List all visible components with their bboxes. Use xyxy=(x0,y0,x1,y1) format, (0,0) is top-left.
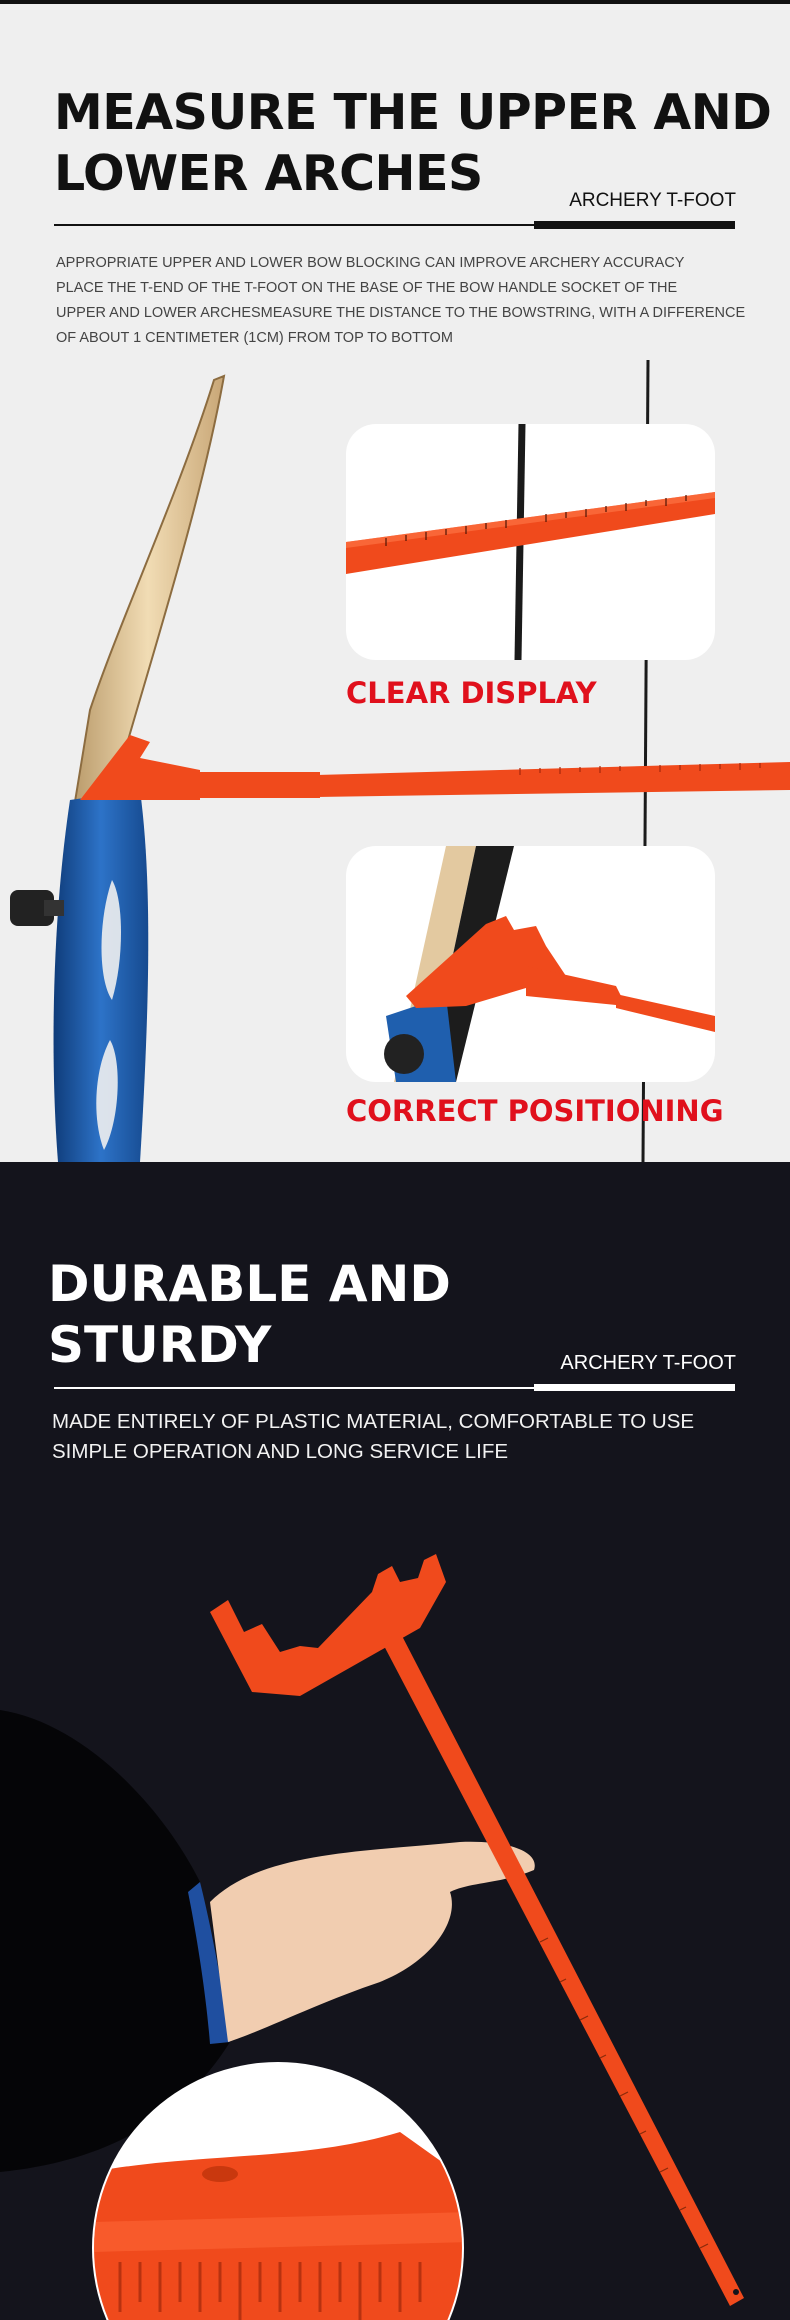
divider-thick xyxy=(534,221,735,229)
measure-title xyxy=(54,82,771,204)
durable-title xyxy=(48,1254,451,1376)
measure-desc-line-1: APPROPRIATE UPPER AND LOWER BOW BLOCKING CAN IMPROVE ARCHERY ACCURACY xyxy=(56,255,685,271)
divider-thin xyxy=(54,224,534,226)
measure-title-line-2: LOWER ARCHES xyxy=(54,145,483,202)
divider-thin xyxy=(54,1387,534,1389)
durable-description xyxy=(52,1407,694,1467)
measure-product-tag: ARCHERY T-FOOT xyxy=(569,190,736,211)
top-border xyxy=(0,0,790,4)
durable-desc-line-1: MADE ENTIRELY OF PLASTIC MATERIAL, COMFORTABLE TO USE xyxy=(52,1410,695,1433)
correct-positioning-caption: CORRECT POSITIONING xyxy=(346,1094,724,1128)
hand xyxy=(210,1842,535,2042)
measure-title-line-1: MEASURE THE UPPER AND xyxy=(54,84,772,141)
divider-thick xyxy=(534,1384,735,1391)
clear-display-caption: CLEAR DISPLAY xyxy=(346,676,597,710)
bow-knob-icon xyxy=(384,1034,424,1074)
measure-desc-line-4: OF ABOUT 1 CENTIMETER (1CM) FROM TOP TO BOTTOM xyxy=(56,330,453,346)
measure-description xyxy=(56,251,746,351)
measure-desc-line-3: UPPER AND LOWER ARCHESMEASURE THE DISTANCE TO THE BOWSTRING, WITH A DIFFERENCE xyxy=(56,305,746,321)
measure-desc-line-2: PLACE THE T-END OF THE T-FOOT ON THE BASE OF THE BOW HANDLE SOCKET OF THE xyxy=(56,280,678,296)
durable-title-line-2: STURDY xyxy=(48,1316,272,1374)
bow-limb xyxy=(72,376,224,820)
durable-product-tag: ARCHERY T-FOOT xyxy=(560,1352,736,1374)
clear-display-card xyxy=(346,424,715,660)
correct-positioning-card xyxy=(346,846,715,1082)
positioning-closeup-photo xyxy=(346,846,715,1082)
t-foot-ruler xyxy=(316,762,790,797)
durable-title-line-1: DURABLE AND xyxy=(48,1255,451,1313)
durable-desc-line-2: SIMPLE OPERATION AND LONG SERVICE LIFE xyxy=(52,1440,509,1463)
durable-section xyxy=(0,1162,790,2320)
ruler-closeup-photo xyxy=(346,424,715,660)
